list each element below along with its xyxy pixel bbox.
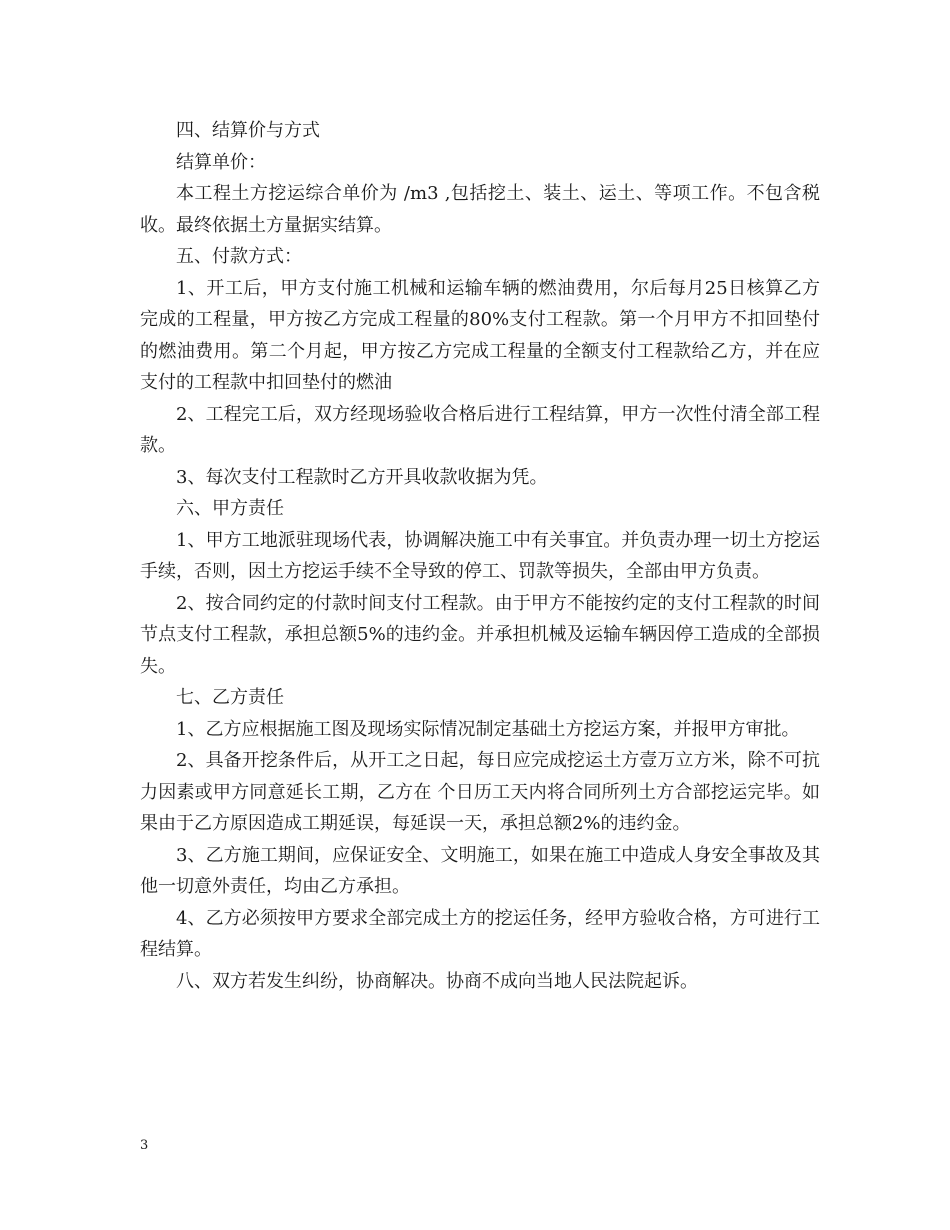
paragraph-party-a-1: 1、甲方工地派驻现场代表，协调解决施工中有关事宜。并负责办理一切土方挖运手续，否则，因土方挖运手续不全导致的停工、罚款等损失，全部由甲方负责。 [140, 529, 820, 582]
paragraph-party-b-1: 1、乙方应根据施工图及现场实际情况制定基础土方挖运方案，并报甲方审批。 [176, 718, 800, 740]
paragraph-party-b-4: 4、乙方必须按甲方要求全部完成土方的挖运任务，经甲方验收合格，方可进行工程结算。 [140, 907, 820, 960]
section-heading-settlement: 四、结算价与方式 [176, 120, 320, 141]
page-number: 3 [140, 1138, 149, 1153]
section-heading-party-b: 七、乙方责任 [176, 687, 284, 708]
paragraph-payment-1: 1、开工后，甲方支付施工机械和运输车辆的燃油费用，尔后每月25日核算乙方完成的工程量，甲方按乙方完成工程量的80%支付工程款。第一个月甲方不扣回垫付的燃油费用。第二个月起，甲方按乙方完成工程量的全额支付工程款给乙方，并在应支付的工程款中扣回垫付的燃油 [140, 277, 820, 393]
section-heading-payment: 五、付款方式： [176, 246, 302, 267]
paragraph-party-b-3: 3、乙方施工期间，应保证安全、文明施工，如果在施工中造成人身安全事故及其他一切意外责任，均由乙方承担。 [140, 844, 820, 897]
paragraph-payment-3: 3、每次支付工程款时乙方开具收款收据为凭。 [176, 466, 548, 488]
section-heading-party-a: 六、甲方责任 [176, 498, 284, 519]
paragraph-unit-price: 本工程土方挖运综合单价为 /m3 ,包括挖土、装土、运土、等项工作。不包含税收。最终依据土方量据实结算。 [140, 183, 820, 236]
document-body [140, 115, 820, 997]
paragraph-party-b-2: 2、具备开挖条件后，从开工之日起，每日应完成挖运土方壹万立方米，除不可抗力因素或甲方同意延长工期，乙方在 个日历工天内将合同所列土方合部挖运完毕。如果由于乙方原因造成工期延误，每延误一天，承担总额2%的违约金。 [140, 750, 820, 834]
section-heading-disputes: 八、双方若发生纠纷，协商解决。协商不成向当地人民法院起诉。 [176, 970, 698, 992]
paragraph-party-a-2: 2、按合同约定的付款时间支付工程款。由于甲方不能按约定的支付工程款的时间节点支付工程款，承担总额5%的违约金。并承担机械及运输车辆因停工造成的全部损失。 [140, 592, 820, 677]
paragraph-unit-price-label: 结算单价： [176, 151, 266, 173]
paragraph-payment-2: 2、工程完工后，双方经现场验收合格后进行工程结算，甲方一次性付清全部工程款。 [140, 403, 820, 456]
